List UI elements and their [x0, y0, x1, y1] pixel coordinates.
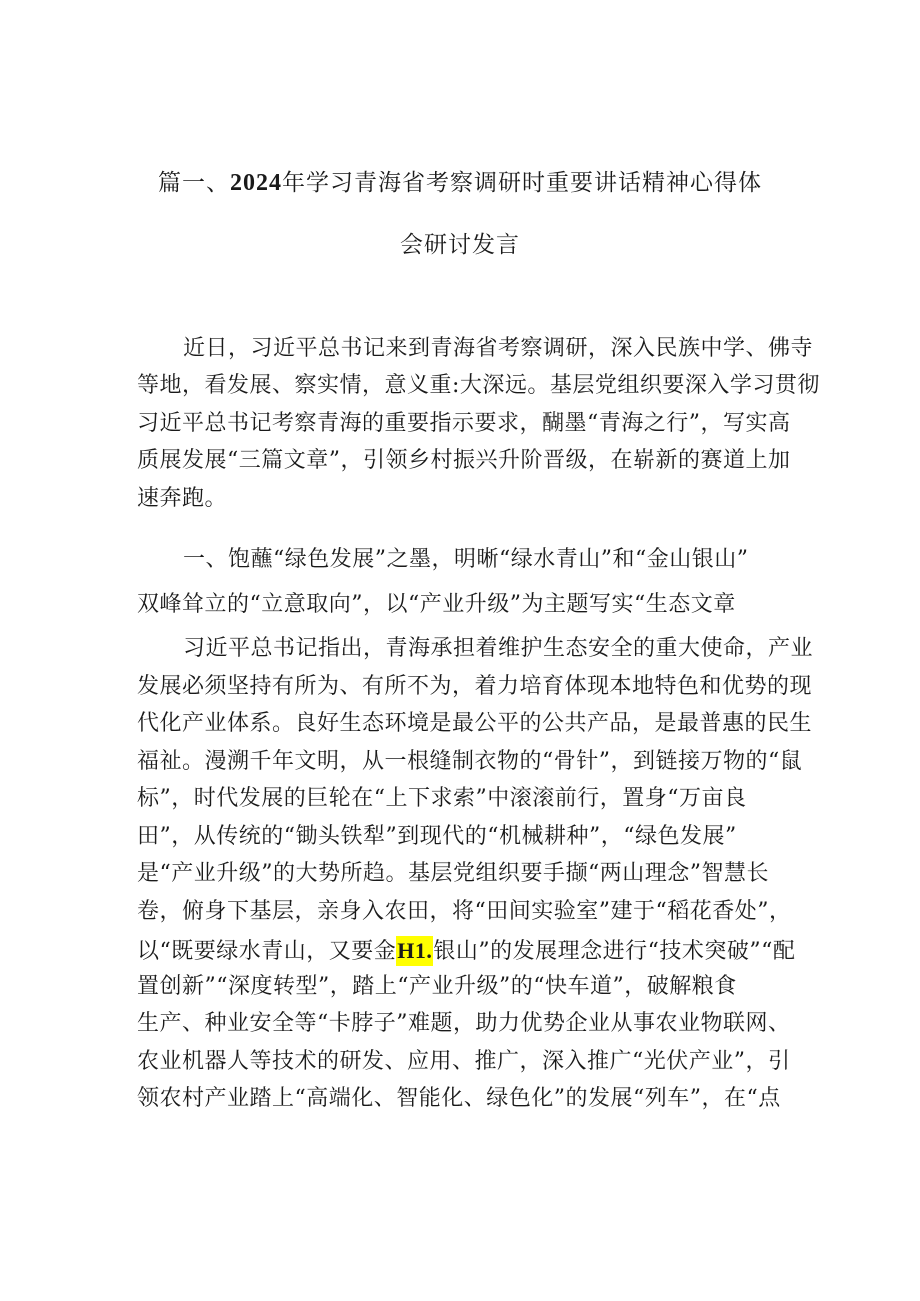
title-year: 2024 — [230, 170, 282, 196]
paragraph-2-line: 标”，时代发展的巨轮在“上下求索”中滚滚前行，置身“万亩良 — [137, 786, 747, 811]
highlight-before: 以“既要绿水青山，又要金 — [137, 939, 397, 964]
highlight-marker: H1. — [396, 936, 433, 966]
paragraph-2-line-highlighted — [137, 936, 797, 967]
paragraph-2-line: 福祉。漫溯千年文明，从一根缝制衣物的“骨针”，到链接万物的“鼠 — [137, 749, 803, 774]
paragraph-2-line: 发展必须坚持有所为、有所不为，着力培育体现本地特色和优势的现 — [137, 674, 813, 699]
title-rest: 年学习青海省考察调研时重要讲话精神心得体 — [282, 170, 762, 196]
title-prefix: 篇一、 — [158, 170, 230, 196]
paragraph-2-line: 代化产业体系。良好生态环境是最公平的公共产品，是最普惠的民生 — [137, 711, 813, 736]
paragraph-2-line: 领农村产业踏上“高端化、智能化、绿色化”的发展“列车”，在“点 — [137, 1086, 781, 1111]
paragraph-2-line: 农业机器人等技术的研发、应用、推广，深入推广“光伏产业”，引 — [137, 1049, 791, 1074]
paragraph-2-line: 习近平总书记指出，青海承担着维护生态安全的重大使命，产业 — [183, 636, 814, 661]
paragraph-1-line: 质展发展“三篇文章”，引领乡村振兴升阶晋级，在崭新的赛道上加 — [137, 448, 791, 473]
section-heading-line: 一、饱蘸“绿色发展”之墨，明晰“绿水青山”和“金山银山” — [183, 547, 749, 572]
paragraph-1-line: 近日，习近平总书记来到青海省考察调研，深入民族中学、佛寺 — [183, 336, 814, 361]
paragraph-1-line: 速奔跑。 — [137, 486, 228, 511]
paragraph-2-line: 置创新”“深度转型”，踏上“产业升级”的“快车道”，破解粮食 — [137, 974, 737, 999]
paragraph-1-line: 习近平总书记考察青海的重要指示要求，醐墨“青海之行”，写实高 — [137, 411, 791, 436]
paragraph-2-line: 卷，俯身下基层，亲身入农田，将“田间实验室”建于“稻花香处”， — [137, 899, 792, 924]
paragraph-2-line: 生产、种业安全等“卡脖子”难题，助力优势企业从事农业物联网、 — [137, 1011, 791, 1036]
document-title-line-1 — [0, 164, 920, 197]
highlight-after: 银山”的发展理念进行“技术突破”“配 — [433, 939, 796, 964]
document-title-line-2: 会研讨发言 — [400, 232, 520, 258]
paragraph-1-line: 等地，看发展、察实情，意义重:大深远。基层党组织要深入学习贯彻 — [137, 373, 820, 398]
paragraph-2-line: 是“产业升级”的大势所趋。基层党组织要手撷“两山理念”智慧长 — [137, 861, 769, 886]
section-heading-line: 双峰耸立的“立意取向”，以“产业升级”为主题写实“生态文章 — [137, 592, 736, 617]
paragraph-2-line: 田”，从传统的“锄头铁犁”到现代的“机械耕种”，“绿色发展” — [137, 824, 737, 849]
